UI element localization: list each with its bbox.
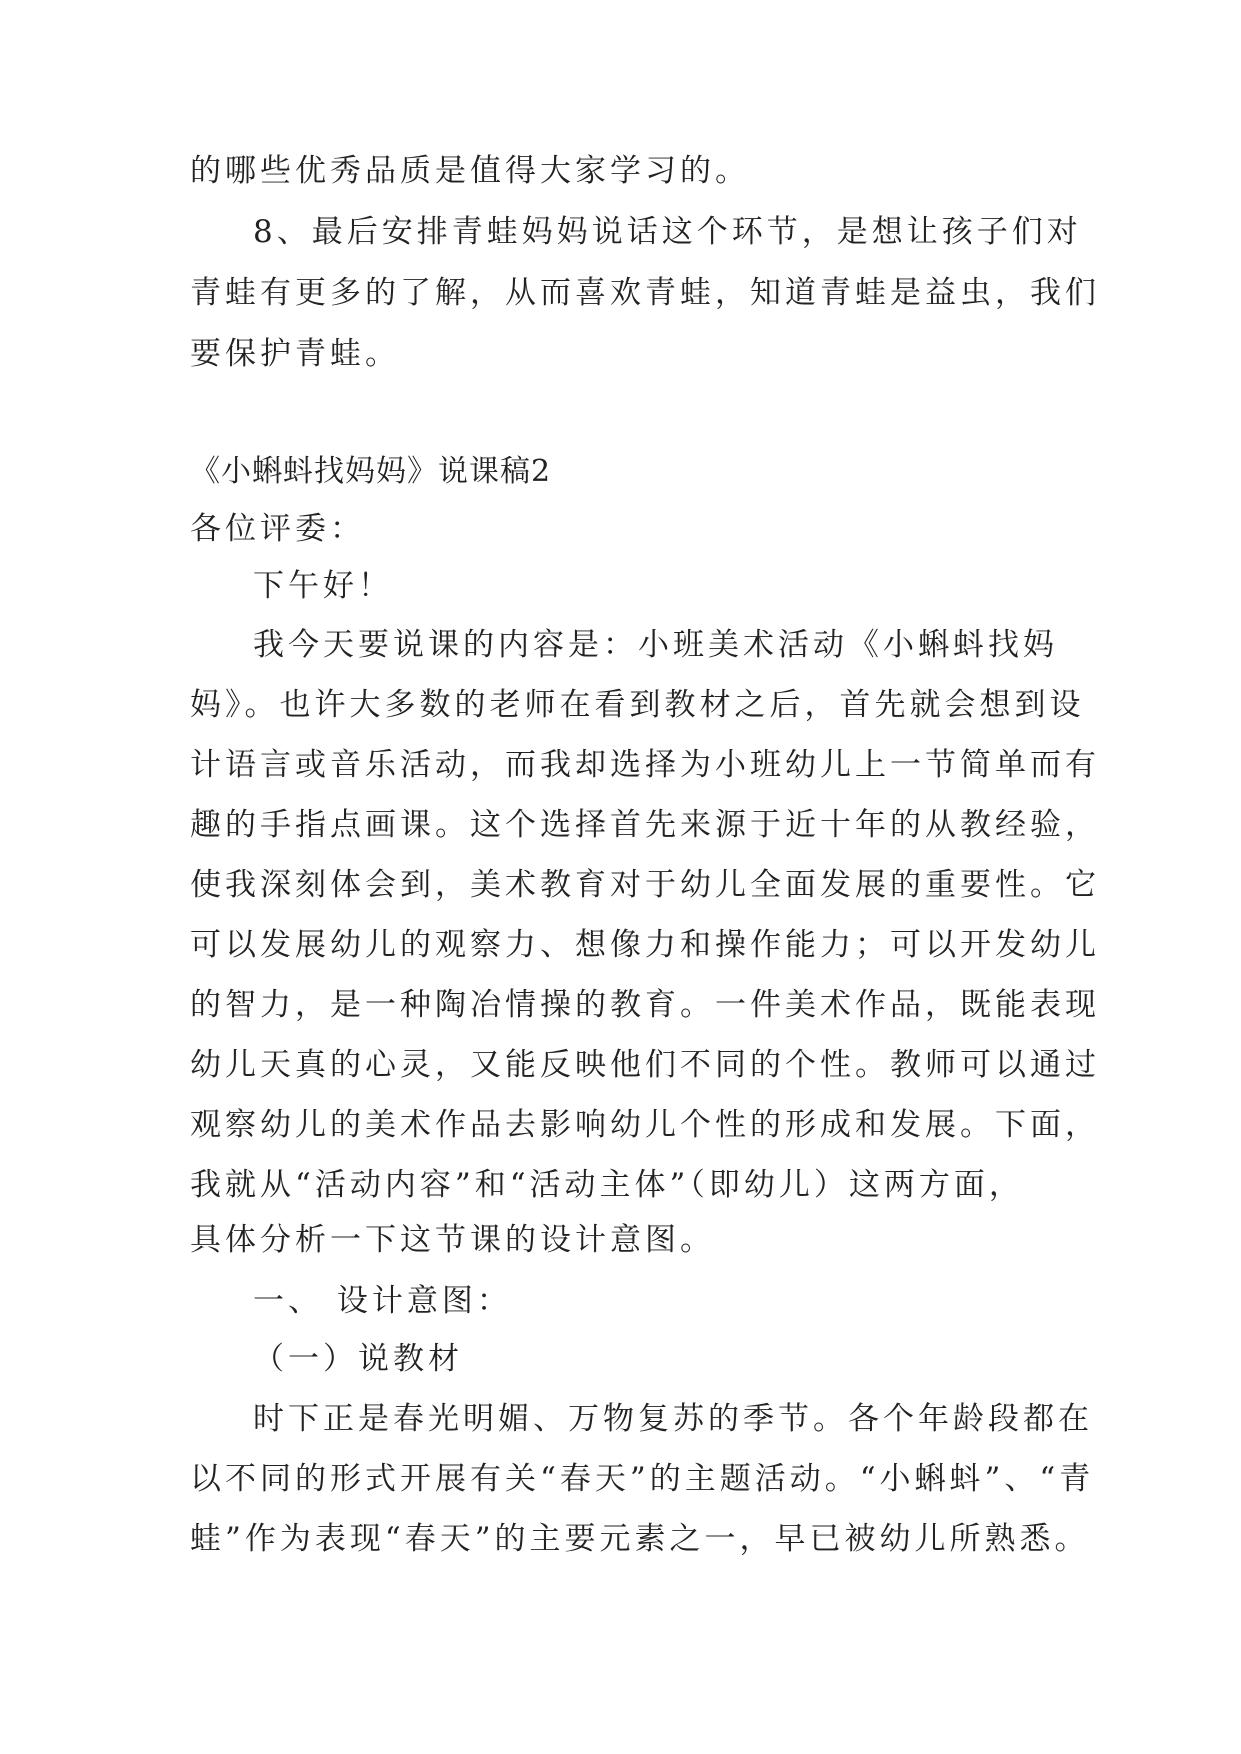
text-line: 使我深刻体会到，美术教育对于幼儿全面发展的重要性。它 — [190, 867, 1100, 903]
text-line: 8、最后安排青蛙妈妈说话这个环节，是想让孩子们对 — [253, 214, 1082, 250]
heading-design-intent: 一、 设计意图： — [253, 1283, 512, 1319]
subheading-materials: （一）说教材 — [253, 1341, 463, 1377]
text-line: 的哪些优秀品质是值得大家学习的。 — [190, 153, 750, 189]
text-line: 趣的手指点画课。这个选择首先来源于近十年的从教经验， — [190, 807, 1100, 843]
text-line: 具体分析一下这节课的设计意图。 — [190, 1222, 715, 1258]
text-line: 观察幼儿的美术作品去影响幼儿个性的形成和发展。下面， — [190, 1107, 1100, 1143]
text-line: 以不同的形式开展有关“春天”的主题活动。“小蝌蚪”、“青 — [190, 1461, 1095, 1497]
salutation: 各位评委： — [190, 511, 365, 547]
text-line: 幼儿天真的心灵，又能反映他们不同的个性。教师可以通过 — [190, 1047, 1100, 1083]
text-line: 蛙”作为表现“春天”的主要元素之一，早已被幼儿所熟悉。 — [190, 1521, 1090, 1557]
text-line: 的智力，是一种陶冶情操的教育。一件美术作品，既能表现 — [190, 987, 1100, 1023]
text-line: 计语言或音乐活动，而我却选择为小班幼儿上一节简单而有 — [190, 747, 1100, 783]
section-title: 《小蝌蚪找妈妈》说课稿2 — [190, 454, 552, 489]
text-line: 可以发展幼儿的观察力、想像力和操作能力；可以开发幼儿 — [190, 927, 1100, 963]
text-line: 青蛙有更多的了解，从而喜欢青蛙，知道青蛙是益虫，我们 — [190, 275, 1100, 311]
text-line: 时下正是春光明媚、万物复苏的季节。各个年龄段都在 — [253, 1401, 1093, 1437]
text-line: 要保护青蛙。 — [190, 336, 400, 372]
greeting: 下午好！ — [253, 568, 393, 604]
text-line: 我就从“活动内容”和“活动主体”（即幼儿）这两方面， — [190, 1167, 1024, 1203]
text-line: 妈》。也许大多数的老师在看到教材之后，首先就会想到设 — [190, 687, 1085, 723]
text-line: 我今天要说课的内容是：小班美术活动《小蝌蚪找妈 — [253, 627, 1058, 663]
